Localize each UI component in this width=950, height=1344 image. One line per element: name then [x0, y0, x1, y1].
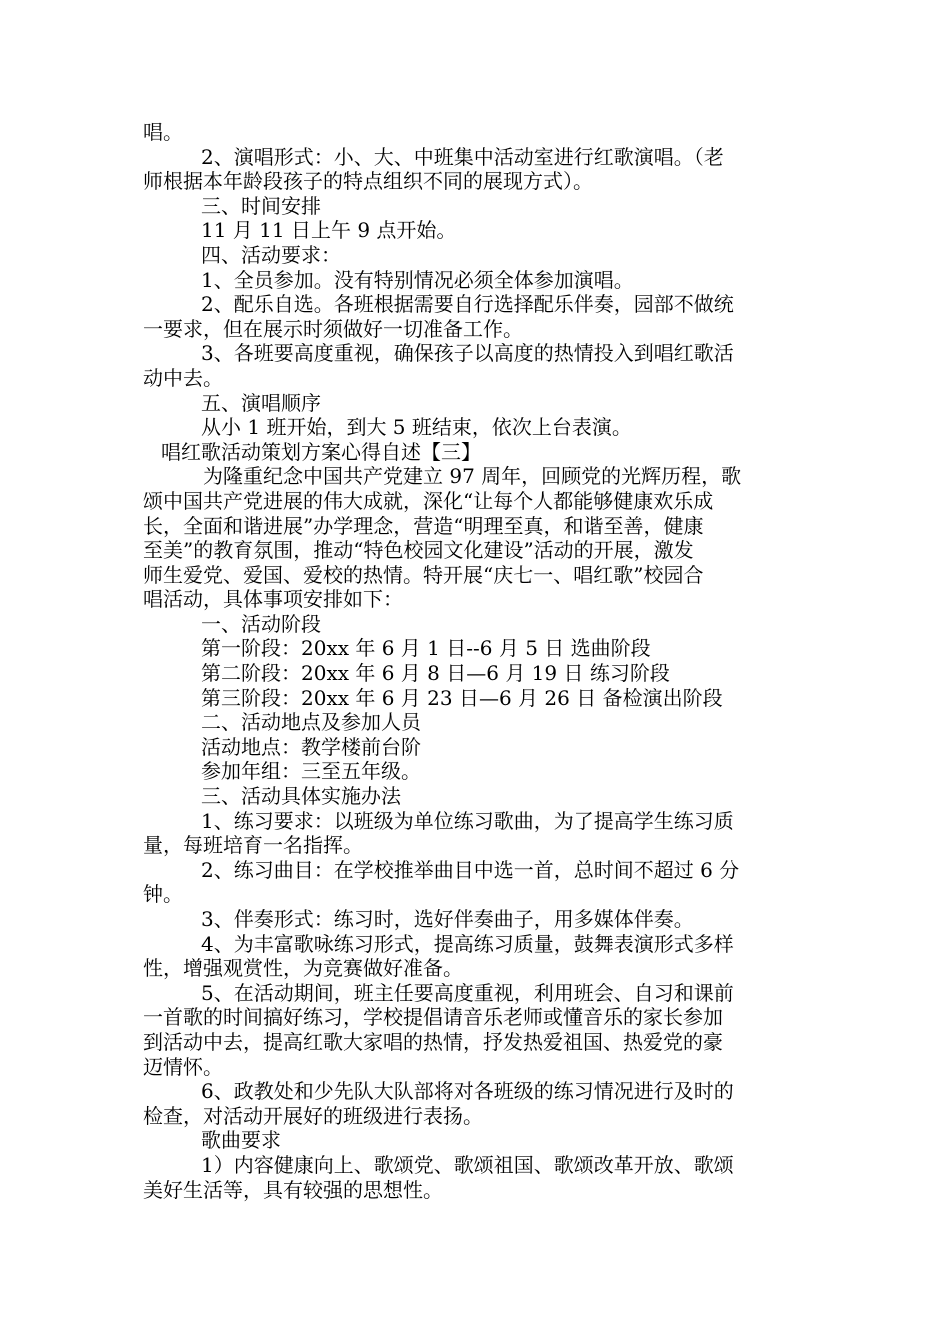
text-line: 歌曲要求	[201, 1128, 281, 1153]
text-line: 至美”的教育氛围，推动“特色校园文化建设”活动的开展，激发	[143, 538, 694, 563]
text-line: 3、伴奏形式：练习时，选好伴奏曲子，用多媒体伴奏。	[201, 907, 694, 931]
text-line: 一、活动阶段	[201, 611, 321, 636]
text-line: 性，增强观赏性，为竞赛做好准备。	[143, 956, 463, 981]
text-line: 为隆重纪念中国共产党建立 97 周年，回顾党的光辉历程，歌	[203, 464, 742, 489]
text-line: 2、练习曲目：在学校推举曲目中选一首，总时间不超过 6 分	[201, 857, 740, 882]
text-line: 第二阶段：20xx 年 6 月 8 日—6 月 19 日 练习阶段	[201, 661, 670, 686]
text-line: 三、时间安排	[201, 193, 321, 218]
text-line: 一要求，但在展示时须做好一切准备工作。	[143, 316, 523, 341]
text-line: 检查，对活动开展好的班级进行表扬。	[143, 1103, 483, 1128]
text-line: 动中去。	[143, 365, 223, 390]
text-line: 唱。	[143, 120, 183, 144]
text-line: 迈情怀。	[143, 1054, 223, 1079]
text-line: 量，每班培育一名指挥。	[143, 833, 363, 858]
text-line: 1、全员参加。没有特别情况必须全体参加演唱。	[201, 267, 634, 292]
text-line: 5、在活动期间，班主任要高度重视，利用班会、自习和课前	[201, 980, 734, 1005]
text-line: 2、演唱形式：小、大、中班集中活动室进行红歌演唱。（老	[201, 144, 724, 169]
text-line: 11 月 11 日上午 9 点开始。	[201, 218, 457, 243]
text-line: 师根据本年龄段孩子的特点组织不同的展现方式）。	[143, 169, 593, 194]
text-line: 活动地点：教学楼前台阶	[201, 734, 421, 759]
text-line: 从小 1 班开始，到大 5 班结束，依次上台表演。	[201, 415, 632, 440]
text-line: 第一阶段：20xx 年 6 月 1 日--6 月 5 日 选曲阶段	[201, 636, 651, 661]
text-line: 第三阶段：20xx 年 6 月 23 日—6 月 26 日 备检演出阶段	[201, 685, 723, 710]
text-line: 四、活动要求：	[201, 242, 341, 267]
text-line: 2、配乐自选。各班根据需要自行选择配乐伴奏，园部不做统	[201, 292, 734, 317]
text-line: 颂中国共产党进展的伟大成就，深化“让每个人都能够健康欢乐成	[143, 488, 714, 513]
text-line: 唱活动，具体事项安排如下：	[143, 587, 403, 612]
text-line: 1、练习要求：以班级为单位练习歌曲，为了提高学生练习质	[201, 808, 734, 833]
text-line: 唱红歌活动策划方案心得自述【三】	[161, 439, 481, 464]
text-line: 美好生活等，具有较强的思想性。	[143, 1177, 443, 1202]
text-line: 一首歌的时间搞好练习，学校提倡请音乐老师或懂音乐的家长参加	[143, 1005, 723, 1030]
text-line: 二、活动地点及参加人员	[201, 710, 421, 735]
text-line: 三、活动具体实施办法	[201, 784, 401, 809]
text-line: 参加年组：三至五年级。	[201, 759, 421, 784]
text-line: 6、政教处和少先队大队部将对各班级的练习情况进行及时的	[201, 1079, 734, 1104]
text-line: 4、为丰富歌咏练习形式，提高练习质量，鼓舞表演形式多样	[201, 931, 734, 956]
text-line: 师生爱党、爱国、爱校的热情。特开展“庆七一、唱红歌”校园合	[143, 562, 704, 587]
text-line: 3、各班要高度重视，确保孩子以高度的热情投入到唱红歌活	[201, 341, 734, 366]
text-line: 1）内容健康向上、歌颂党、歌颂祖国、歌颂改革开放、歌颂	[201, 1152, 734, 1177]
text-line: 五、演唱顺序	[201, 390, 321, 415]
document-page	[143, 120, 808, 1202]
text-line: 钟。	[143, 882, 183, 907]
text-line: 到活动中去，提高红歌大家唱的热情，抒发热爱祖国、热爱党的豪	[143, 1029, 723, 1054]
text-line: 长，全面和谐进展”办学理念，营造“明理至真，和谐至善，健康	[143, 513, 704, 538]
